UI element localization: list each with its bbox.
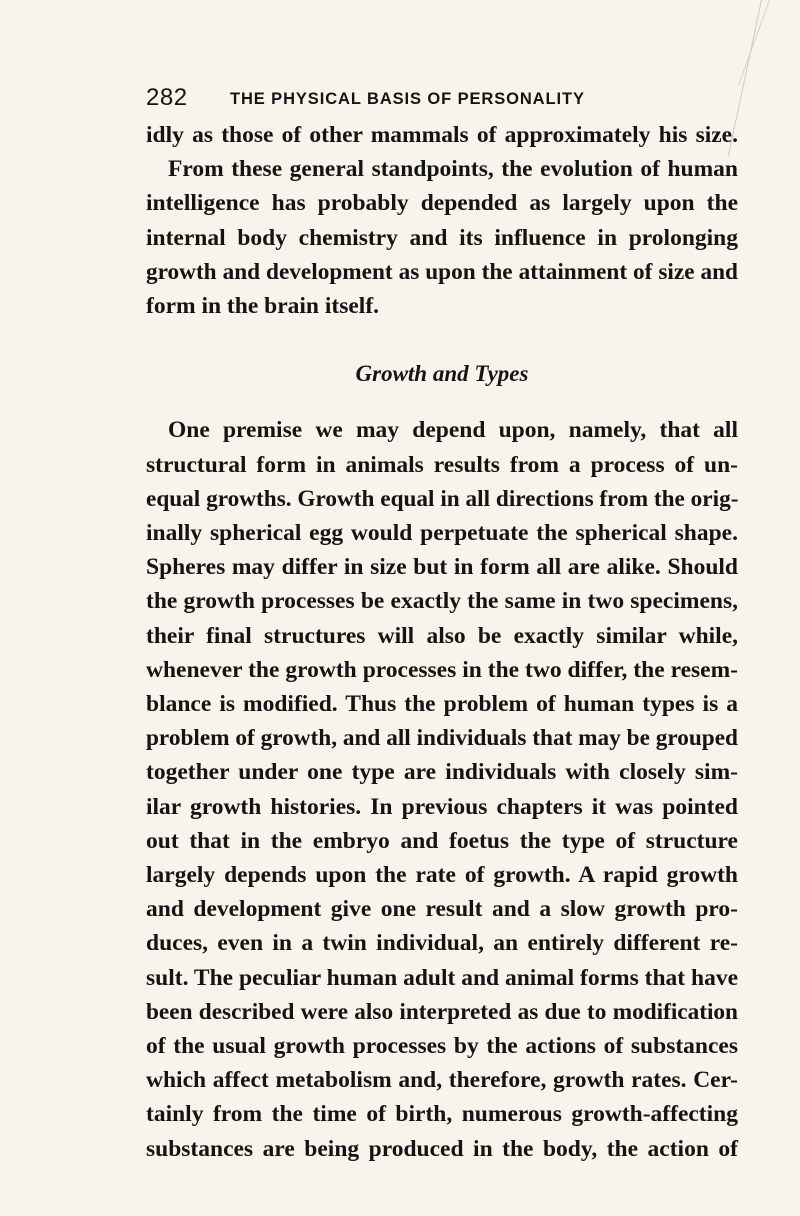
text-line: sult. The peculiar human adult and animal forms that have bbox=[146, 964, 738, 991]
text-line: of the usual growth processes by the actions of substances bbox=[146, 1033, 738, 1060]
text-line: inally spherical egg would perpetuate the spherical shape. bbox=[146, 520, 738, 547]
page-number: 282 bbox=[146, 84, 188, 111]
text-line: which affect metabolism and, therefore, growth rates. Cer- bbox=[146, 1067, 738, 1094]
text-line: together under one type are individuals with closely sim- bbox=[146, 759, 738, 786]
text-line: intelligence has probably depended as largely upon the bbox=[146, 190, 738, 217]
text-line: form in the brain itself. bbox=[146, 293, 380, 320]
text-line: growth and development as upon the attainment of size and bbox=[146, 258, 738, 285]
text-line: internal body chemistry and its influence in prolonging bbox=[146, 224, 738, 251]
text-line: the growth processes be exactly the same in two specimens, bbox=[146, 588, 738, 615]
page-edge-mark bbox=[738, 0, 770, 85]
text-line: substances are being produced in the body, the action of bbox=[146, 1135, 738, 1162]
text-line: and development give one result and a slow growth pro- bbox=[146, 896, 738, 923]
text-line: been described were also interpreted as due to modification bbox=[146, 998, 738, 1025]
text-line: From these general standpoints, the evolution of human bbox=[168, 156, 738, 183]
section-heading: Growth and Types bbox=[355, 361, 529, 387]
text-line: idly as those of other mammals of approximately his size. bbox=[146, 122, 738, 148]
text-line: blance is modified. Thus the problem of human types is a bbox=[146, 691, 738, 718]
running-head: THE PHYSICAL BASIS OF PERSONALITY bbox=[230, 90, 585, 108]
text-line: One premise we may depend upon, namely, that all bbox=[168, 417, 738, 444]
text-line: structural form in animals results from a process of un- bbox=[146, 451, 738, 478]
text-line: duces, even in a twin individual, an entirely different re- bbox=[146, 930, 738, 957]
text-line: ilar growth histories. In previous chapters it was pointed bbox=[146, 793, 738, 820]
paragraph-2 bbox=[146, 413, 738, 1165]
text-line: largely depends upon the rate of growth. A rapid growth bbox=[146, 862, 738, 889]
text-line: out that in the embryo and foetus the type of structure bbox=[146, 827, 738, 854]
text-line: Spheres may differ in size but in form all are alike. Should bbox=[146, 554, 738, 581]
paragraph-1 bbox=[146, 118, 738, 323]
body-text bbox=[146, 118, 738, 1166]
text-line: problem of growth, and all individuals that may be grouped bbox=[146, 725, 738, 752]
text-line: whenever the growth processes in the two differ, the resem- bbox=[146, 656, 738, 683]
text-line: equal growths. Growth equal in all directions from the orig- bbox=[146, 485, 739, 512]
text-line: their final structures will also be exactly similar while, bbox=[146, 622, 738, 649]
text-line: tainly from the time of birth, numerous growth-affecting bbox=[146, 1101, 738, 1128]
